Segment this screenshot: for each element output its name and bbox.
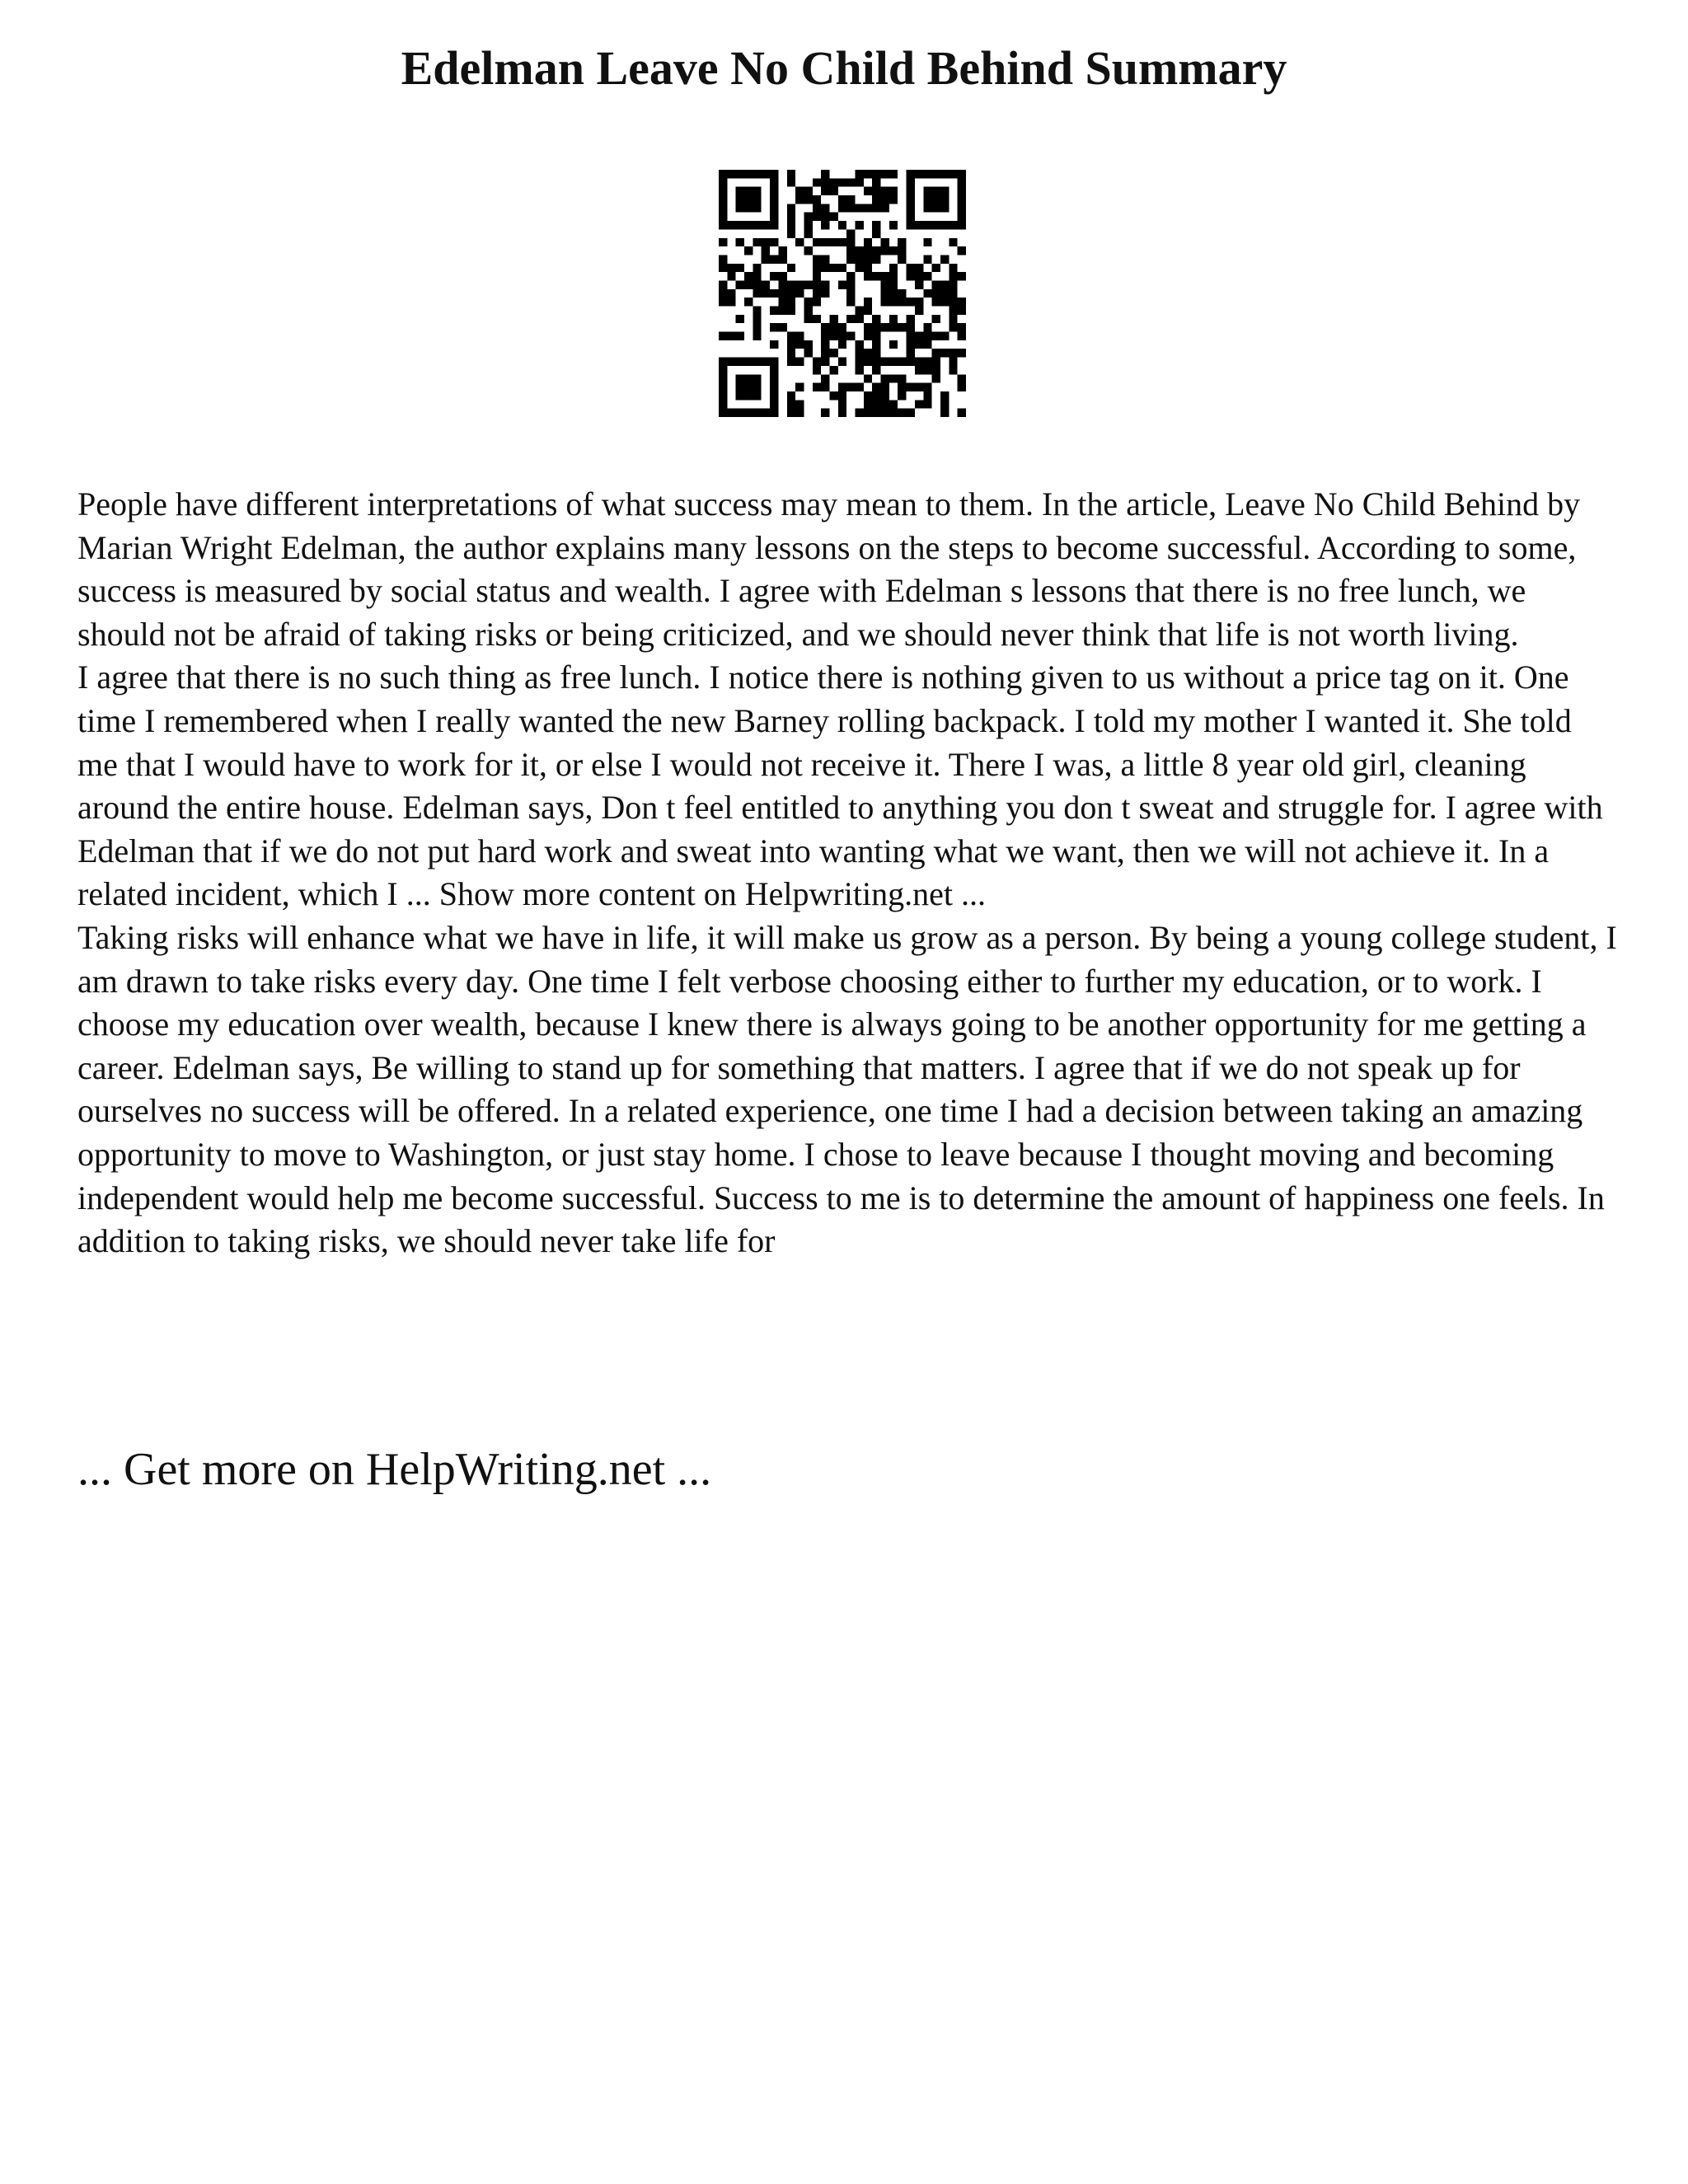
page-title: Edelman Leave No Child Behind Summary bbox=[401, 41, 1287, 95]
article-body bbox=[77, 483, 1619, 1263]
qr-code-icon bbox=[719, 170, 966, 417]
paragraph-taking-risks: Taking risks will enhance what we have in life, it will make us grow as a person. By being a young college student, I am drawn to take risks every day. One time I felt verbose choosing either to further my education, or to work. I choose my education over wealth, because I knew there is always going to be another opportunity for me getting a career. Edelman says, Be willing to stand up for something that matters. I agree that if we do not speak up for ourselves no success will be offered. In a related experience, one time I had a decision between taking an amazing opportunity to move to Washington, or just stay home. I chose to leave because I thought moving and becoming independent would help me become successful. Success to me is to determine the amount of happiness one feels. In addition to taking risks, we should never take life for bbox=[77, 918, 1617, 1260]
paragraph-free-lunch: I agree that there is no such thing as free lunch. I notice there is nothing given to us without a price tag on it. One time I remembered when I really wanted the new Barney rolling backpack. I told my mother I wanted it. She told me that I would have to work for it, or else I would not receive it. There I was, a little 8 year old girl, cleaning around the entire house. Edelman says, Don t feel entitled to anything you don t sweat and struggle for. I agree with Edelman that if we do not put hard work and sweat into wanting what we want, then we will not achieve it. In a related incident, which I ... Show more content on Helpwriting.net ... bbox=[77, 658, 1603, 913]
paragraph-intro: People have different interpretations of what success may mean to them. In the article, Leave No Child Behind by Marian Wright Edelman, the author explains many lessons on the steps to become successful. According to some, success is measured by social status and wealth. I agree with Edelman s lessons that there is no free lunch, we should not be afraid of taking risks or being criticized, and we should never think that life is not worth living. bbox=[77, 485, 1581, 653]
get-more-link[interactable]: ... Get more on HelpWriting.net ... bbox=[77, 1444, 712, 1495]
qr-code-graphic bbox=[719, 170, 966, 417]
